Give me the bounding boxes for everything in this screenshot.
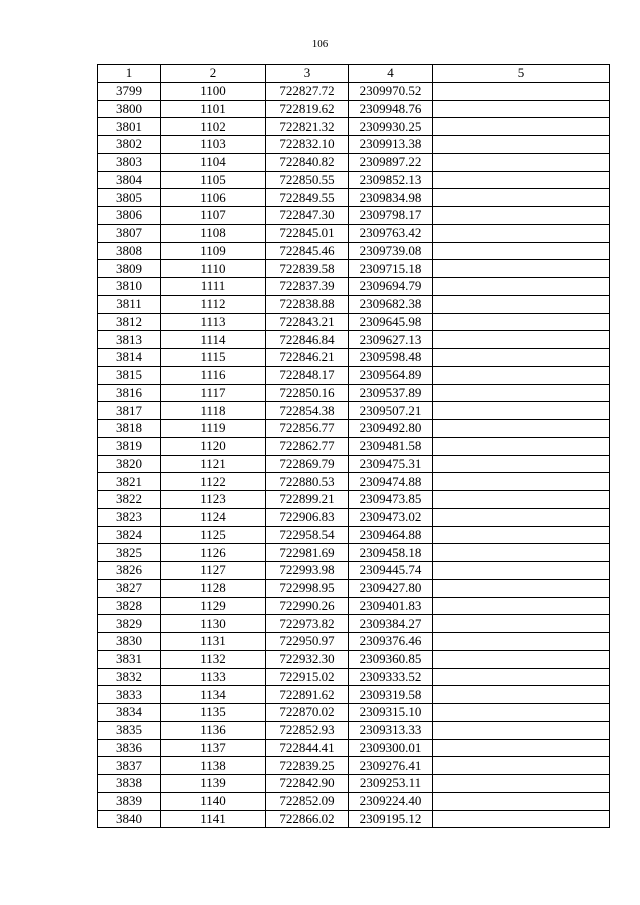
table-cell-col-4: 2309276.41: [349, 757, 433, 775]
table-cell-col-3: 722827.72: [266, 82, 349, 100]
table-cell-col-2: 1107: [161, 207, 266, 225]
table-cell-col-4: 2309627.13: [349, 331, 433, 349]
table-cell-col-1: 3825: [98, 544, 161, 562]
table-cell-col-3: 722866.02: [266, 810, 349, 828]
column-header-1: 1: [98, 65, 161, 83]
table-row: [98, 597, 610, 615]
table-cell-col-5: [433, 473, 610, 491]
table-cell-col-2: 1100: [161, 82, 266, 100]
column-header-2: 2: [161, 65, 266, 83]
table-cell-col-3: 722847.30: [266, 207, 349, 225]
table-cell-col-2: 1118: [161, 402, 266, 420]
table-cell-col-4: 2309474.88: [349, 473, 433, 491]
table-cell-col-1: 3811: [98, 295, 161, 313]
table-cell-col-3: 722870.02: [266, 704, 349, 722]
table-cell-col-1: 3840: [98, 810, 161, 828]
table-row: [98, 686, 610, 704]
table-cell-col-5: [433, 615, 610, 633]
table-row: [98, 473, 610, 491]
table-cell-col-2: 1129: [161, 597, 266, 615]
table-cell-col-2: 1140: [161, 792, 266, 810]
table-cell-col-2: 1138: [161, 757, 266, 775]
table-cell-col-2: 1103: [161, 136, 266, 154]
table-cell-col-3: 722998.95: [266, 579, 349, 597]
table-cell-col-2: 1114: [161, 331, 266, 349]
table-cell-col-3: 722837.39: [266, 278, 349, 296]
table-cell-col-2: 1130: [161, 615, 266, 633]
table-cell-col-5: [433, 526, 610, 544]
table-row: [98, 207, 610, 225]
table-row: [98, 420, 610, 438]
table-cell-col-3: 722906.83: [266, 508, 349, 526]
table-cell-col-3: 722950.97: [266, 633, 349, 651]
table-cell-col-1: 3819: [98, 437, 161, 455]
table-cell-col-3: 722958.54: [266, 526, 349, 544]
table-cell-col-3: 722846.21: [266, 349, 349, 367]
page-number: 106: [311, 38, 329, 50]
table-cell-col-5: [433, 366, 610, 384]
coordinates-table: [97, 64, 610, 828]
table-cell-col-2: 1122: [161, 473, 266, 491]
column-header-3: 3: [266, 65, 349, 83]
table-cell-col-4: 2309930.25: [349, 118, 433, 136]
table-cell-col-4: 2309834.98: [349, 189, 433, 207]
table-cell-col-5: [433, 136, 610, 154]
table-cell-col-4: 2309333.52: [349, 668, 433, 686]
table-cell-col-2: 1137: [161, 739, 266, 757]
table-cell-col-2: 1131: [161, 633, 266, 651]
table-cell-col-5: [433, 331, 610, 349]
table-cell-col-1: 3814: [98, 349, 161, 367]
table-cell-col-1: 3815: [98, 366, 161, 384]
table-cell-col-3: 722843.21: [266, 313, 349, 331]
table-cell-col-1: 3802: [98, 136, 161, 154]
table-row: [98, 437, 610, 455]
table-cell-col-4: 2309319.58: [349, 686, 433, 704]
table-cell-col-5: [433, 402, 610, 420]
table-cell-col-5: [433, 757, 610, 775]
table-cell-col-3: 722821.32: [266, 118, 349, 136]
table-cell-col-2: 1101: [161, 100, 266, 118]
table-cell-col-3: 722849.55: [266, 189, 349, 207]
table-row: [98, 100, 610, 118]
table-row: [98, 668, 610, 686]
table-cell-col-1: 3817: [98, 402, 161, 420]
table-cell-col-4: 2309739.08: [349, 242, 433, 260]
table-cell-col-3: 722990.26: [266, 597, 349, 615]
table-cell-col-3: 722838.88: [266, 295, 349, 313]
table-cell-col-3: 722869.79: [266, 455, 349, 473]
table-cell-col-5: [433, 278, 610, 296]
table-cell-col-4: 2309598.48: [349, 349, 433, 367]
table-cell-col-5: [433, 704, 610, 722]
table-cell-col-4: 2309645.98: [349, 313, 433, 331]
table-cell-col-4: 2309313.33: [349, 721, 433, 739]
table-cell-col-3: 722850.55: [266, 171, 349, 189]
table-row: [98, 650, 610, 668]
table-cell-col-1: 3818: [98, 420, 161, 438]
table-cell-col-5: [433, 739, 610, 757]
table-cell-col-5: [433, 189, 610, 207]
table-cell-col-3: 722839.58: [266, 260, 349, 278]
table-cell-col-4: 2309763.42: [349, 224, 433, 242]
table-row: [98, 455, 610, 473]
table-cell-col-4: 2309897.22: [349, 153, 433, 171]
table-cell-col-5: [433, 420, 610, 438]
table-cell-col-3: 722880.53: [266, 473, 349, 491]
table-cell-col-2: 1102: [161, 118, 266, 136]
table-cell-col-4: 2309300.01: [349, 739, 433, 757]
table-row: [98, 402, 610, 420]
table-cell-col-3: 722839.25: [266, 757, 349, 775]
table-cell-col-1: 3835: [98, 721, 161, 739]
table-cell-col-2: 1124: [161, 508, 266, 526]
table-row: [98, 739, 610, 757]
table-cell-col-3: 722981.69: [266, 544, 349, 562]
table-row: [98, 278, 610, 296]
table-cell-col-4: 2309360.85: [349, 650, 433, 668]
table-row: [98, 562, 610, 580]
table-cell-col-5: [433, 171, 610, 189]
table-cell-col-3: 722862.77: [266, 437, 349, 455]
table-row: [98, 366, 610, 384]
table-cell-col-2: 1126: [161, 544, 266, 562]
table-cell-col-1: 3812: [98, 313, 161, 331]
table-cell-col-3: 722973.82: [266, 615, 349, 633]
table-cell-col-2: 1123: [161, 491, 266, 509]
table-cell-col-1: 3824: [98, 526, 161, 544]
table-cell-col-5: [433, 242, 610, 260]
table-cell-col-1: 3828: [98, 597, 161, 615]
table-cell-col-1: 3799: [98, 82, 161, 100]
table-cell-col-5: [433, 792, 610, 810]
table-cell-col-2: 1108: [161, 224, 266, 242]
table-cell-col-5: [433, 668, 610, 686]
table-cell-col-1: 3810: [98, 278, 161, 296]
table-cell-col-3: 722832.10: [266, 136, 349, 154]
table-cell-col-1: 3803: [98, 153, 161, 171]
table-cell-col-1: 3801: [98, 118, 161, 136]
table-cell-col-3: 722842.90: [266, 775, 349, 793]
table-cell-col-1: 3804: [98, 171, 161, 189]
table-row: [98, 384, 610, 402]
table-cell-col-2: 1109: [161, 242, 266, 260]
table-cell-col-5: [433, 295, 610, 313]
table-cell-col-2: 1115: [161, 349, 266, 367]
table-cell-col-4: 2309798.17: [349, 207, 433, 225]
table-cell-col-1: 3805: [98, 189, 161, 207]
table-cell-col-5: [433, 597, 610, 615]
table-cell-col-2: 1136: [161, 721, 266, 739]
table-cell-col-2: 1117: [161, 384, 266, 402]
table-cell-col-5: [433, 579, 610, 597]
table-cell-col-5: [433, 810, 610, 828]
table-cell-col-4: 2309401.83: [349, 597, 433, 615]
table-cell-col-3: 722845.46: [266, 242, 349, 260]
table-row: [98, 171, 610, 189]
table-cell-col-4: 2309376.46: [349, 633, 433, 651]
table-cell-col-5: [433, 491, 610, 509]
column-header-5: 5: [433, 65, 610, 83]
table-cell-col-5: [433, 508, 610, 526]
table-row: [98, 82, 610, 100]
table-cell-col-3: 722852.09: [266, 792, 349, 810]
table-row: [98, 757, 610, 775]
table-cell-col-2: 1133: [161, 668, 266, 686]
table-cell-col-1: 3830: [98, 633, 161, 651]
table-cell-col-3: 722993.98: [266, 562, 349, 580]
table-cell-col-2: 1116: [161, 366, 266, 384]
table-cell-col-1: 3808: [98, 242, 161, 260]
table-cell-col-4: 2309481.58: [349, 437, 433, 455]
table-cell-col-2: 1119: [161, 420, 266, 438]
table-cell-col-1: 3820: [98, 455, 161, 473]
table-cell-col-5: [433, 349, 610, 367]
table-cell-col-1: 3829: [98, 615, 161, 633]
table-cell-col-2: 1112: [161, 295, 266, 313]
table-row: [98, 242, 610, 260]
table-cell-col-1: 3813: [98, 331, 161, 349]
table-cell-col-4: 2309913.38: [349, 136, 433, 154]
table-cell-col-4: 2309427.80: [349, 579, 433, 597]
table-cell-col-5: [433, 544, 610, 562]
table-cell-col-1: 3832: [98, 668, 161, 686]
table-row: [98, 615, 610, 633]
table-cell-col-1: 3837: [98, 757, 161, 775]
table-cell-col-1: 3833: [98, 686, 161, 704]
table-cell-col-1: 3834: [98, 704, 161, 722]
table-cell-col-4: 2309682.38: [349, 295, 433, 313]
table-row: [98, 295, 610, 313]
table-cell-col-4: 2309492.80: [349, 420, 433, 438]
table-cell-col-5: [433, 455, 610, 473]
table-cell-col-4: 2309384.27: [349, 615, 433, 633]
table-cell-col-3: 722899.21: [266, 491, 349, 509]
table-cell-col-3: 722819.62: [266, 100, 349, 118]
table-cell-col-5: [433, 224, 610, 242]
table-cell-col-1: 3827: [98, 579, 161, 597]
table-cell-col-1: 3821: [98, 473, 161, 491]
table-cell-col-5: [433, 686, 610, 704]
table-cell-col-1: 3839: [98, 792, 161, 810]
table-cell-col-4: 2309564.89: [349, 366, 433, 384]
table-cell-col-2: 1120: [161, 437, 266, 455]
table-cell-col-3: 722932.30: [266, 650, 349, 668]
table-cell-col-5: [433, 260, 610, 278]
header-row: [98, 65, 610, 83]
table-cell-col-3: 722915.02: [266, 668, 349, 686]
table-cell-col-2: 1111: [161, 278, 266, 296]
table-cell-col-2: 1132: [161, 650, 266, 668]
table-row: [98, 118, 610, 136]
table-cell-col-1: 3836: [98, 739, 161, 757]
table-cell-col-3: 722850.16: [266, 384, 349, 402]
table-cell-col-5: [433, 775, 610, 793]
table-cell-col-5: [433, 633, 610, 651]
table-cell-col-1: 3826: [98, 562, 161, 580]
table-cell-col-4: 2309537.89: [349, 384, 433, 402]
table-cell-col-4: 2309852.13: [349, 171, 433, 189]
table-cell-col-5: [433, 437, 610, 455]
table-cell-col-4: 2309507.21: [349, 402, 433, 420]
table-cell-col-4: 2309253.11: [349, 775, 433, 793]
table-cell-col-4: 2309694.79: [349, 278, 433, 296]
table-header: [98, 65, 610, 83]
table-cell-col-2: 1113: [161, 313, 266, 331]
table-row: [98, 508, 610, 526]
table-row: [98, 526, 610, 544]
table-cell-col-5: [433, 118, 610, 136]
table-cell-col-5: [433, 153, 610, 171]
table-cell-col-4: 2309475.31: [349, 455, 433, 473]
table-row: [98, 775, 610, 793]
table-cell-col-1: 3823: [98, 508, 161, 526]
table-row: [98, 792, 610, 810]
table-cell-col-5: [433, 721, 610, 739]
table-cell-col-1: 3800: [98, 100, 161, 118]
table-cell-col-4: 2309445.74: [349, 562, 433, 580]
table-cell-col-1: 3806: [98, 207, 161, 225]
table-row: [98, 491, 610, 509]
table-cell-col-5: [433, 384, 610, 402]
table-cell-col-4: 2309948.76: [349, 100, 433, 118]
table-cell-col-3: 722845.01: [266, 224, 349, 242]
table-cell-col-4: 2309458.18: [349, 544, 433, 562]
table-row: [98, 544, 610, 562]
table-row: [98, 313, 610, 331]
table-cell-col-2: 1128: [161, 579, 266, 597]
table-cell-col-1: 3822: [98, 491, 161, 509]
table-cell-col-4: 2309224.40: [349, 792, 433, 810]
table-cell-col-5: [433, 650, 610, 668]
table-cell-col-2: 1127: [161, 562, 266, 580]
table-cell-col-3: 722848.17: [266, 366, 349, 384]
table-cell-col-1: 3816: [98, 384, 161, 402]
table-cell-col-4: 2309970.52: [349, 82, 433, 100]
table-cell-col-4: 2309195.12: [349, 810, 433, 828]
table-cell-col-5: [433, 313, 610, 331]
table-row: [98, 633, 610, 651]
table-row: [98, 224, 610, 242]
table-row: [98, 260, 610, 278]
table-cell-col-4: 2309464.88: [349, 526, 433, 544]
table-cell-col-3: 722856.77: [266, 420, 349, 438]
table-cell-col-1: 3809: [98, 260, 161, 278]
table-cell-col-1: 3838: [98, 775, 161, 793]
table-row: [98, 704, 610, 722]
table-cell-col-2: 1104: [161, 153, 266, 171]
table-row: [98, 189, 610, 207]
table-cell-col-4: 2309473.02: [349, 508, 433, 526]
table-cell-col-2: 1134: [161, 686, 266, 704]
table-cell-col-3: 722852.93: [266, 721, 349, 739]
table-cell-col-2: 1106: [161, 189, 266, 207]
table-row: [98, 579, 610, 597]
table-cell-col-5: [433, 82, 610, 100]
table-row: [98, 136, 610, 154]
table-cell-col-3: 722891.62: [266, 686, 349, 704]
table-cell-col-2: 1105: [161, 171, 266, 189]
column-header-4: 4: [349, 65, 433, 83]
table-cell-col-1: 3831: [98, 650, 161, 668]
table-cell-col-2: 1139: [161, 775, 266, 793]
table-row: [98, 721, 610, 739]
table-cell-col-4: 2309315.10: [349, 704, 433, 722]
table-row: [98, 331, 610, 349]
table-cell-col-2: 1141: [161, 810, 266, 828]
table-cell-col-2: 1121: [161, 455, 266, 473]
table-cell-col-5: [433, 100, 610, 118]
table-row: [98, 153, 610, 171]
table-body: [98, 82, 610, 828]
table-cell-col-3: 722846.84: [266, 331, 349, 349]
table-cell-col-5: [433, 562, 610, 580]
table-cell-col-4: 2309473.85: [349, 491, 433, 509]
table-row: [98, 810, 610, 828]
table-row: [98, 349, 610, 367]
table-cell-col-2: 1125: [161, 526, 266, 544]
table-cell-col-3: 722844.41: [266, 739, 349, 757]
table-cell-col-1: 3807: [98, 224, 161, 242]
table-cell-col-3: 722854.38: [266, 402, 349, 420]
table-cell-col-3: 722840.82: [266, 153, 349, 171]
table-cell-col-2: 1135: [161, 704, 266, 722]
table-cell-col-5: [433, 207, 610, 225]
table-cell-col-2: 1110: [161, 260, 266, 278]
table-cell-col-4: 2309715.18: [349, 260, 433, 278]
